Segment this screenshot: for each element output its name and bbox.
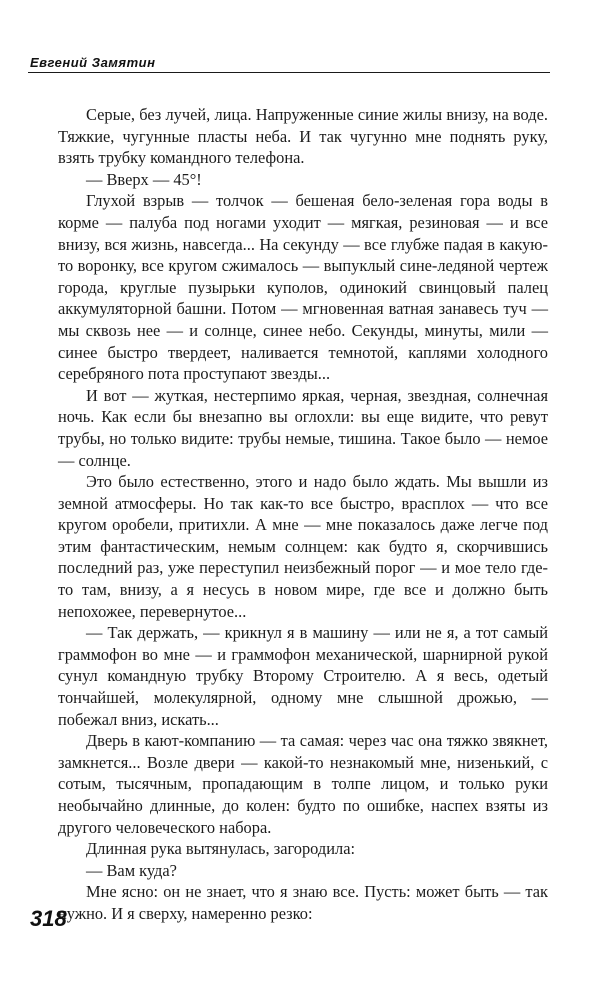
page-number: 318 bbox=[30, 906, 67, 931]
running-head-author: Евгений Замятин bbox=[30, 55, 156, 70]
paragraph: — Вам куда? bbox=[86, 860, 177, 880]
header-rule bbox=[28, 72, 550, 73]
paragraph: Это было естественно, этого и надо было ждать. Мы вышли из земной атмосферы. Но так как-то все быстро, врасплох — что все кругом оробели, притихли. А мне — мне показалось даже легче под этим фантастическим, немым солнцем: как будто я, скорчившись последний раз, уже переступил неизбежный порог — и мое тело где-то там, внизу, а я несусь в новом мире, где все и должно быть непохожее, перевернутое... bbox=[58, 472, 548, 621]
paragraph: — Вверх — 45°! bbox=[86, 169, 202, 189]
paragraph: И вот — жуткая, нестерпимо яркая, черная, звездная, солнечная ночь. Как если бы внезапно вы оглохли: вы еще видите, что ревут трубы, но только видите: трубы немые, тишина. Такое было — немое — солнце. bbox=[58, 385, 548, 470]
paragraph: Мне ясно: он не знает, что я знаю все. Пусть: может быть — так нужно. И я сверху, намеренно резко: bbox=[58, 882, 548, 923]
paragraph: Серые, без лучей, лица. Напруженные синие жилы внизу, на воде. Тяжкие, чугунные пласты неба. И так чугунно мне поднять руку, взять трубку командного телефона. bbox=[58, 105, 548, 168]
paragraph: — Так держать, — крикнул я в машину — или не я, а тот самый граммофон во мне — и граммофон механической, шарнирной рукой сунул командную трубку Второму Строителю. А я весь, одетый тончайшей, молекулярной, одному мне слышной дрожью, — побежал вниз, искать... bbox=[58, 623, 548, 729]
paragraph: Глухой взрыв — толчок — бешеная бело-зеленая гора воды в корме — палуба под ногами уходит — мягкая, резиновая — и все внизу, вся жизнь, навсегда... На секунду — все глубже падая в какую-то воронку, все кругом сжималось — выпуклый сине-ледяной чертеж города, круглые пузырьки куполов, одинокий свинцовый палец аккумуляторной башни. Потом — мгновенная ватная занавесь туч — мы сквозь нее — и солнце, синее небо. Секунды, минуты, мили — синее быстро твердеет, наливается темнотой, каплями холодного серебряного пота проступают звезды... bbox=[58, 191, 548, 384]
body-text bbox=[58, 104, 548, 925]
paragraph: Дверь в кают-компанию — та самая: через час она тяжко звякнет, замкнется... Возле двери — какой-то незнакомый мне, низенький, с сотым, тысячным, пропадающим в толпе лицом, и только руки необычайно длинные, до колен: будто по ошибке, наспех взяты из другого человеческого набора. bbox=[58, 731, 548, 837]
paragraph: Длинная рука вытянулась, загородила: bbox=[86, 839, 356, 859]
